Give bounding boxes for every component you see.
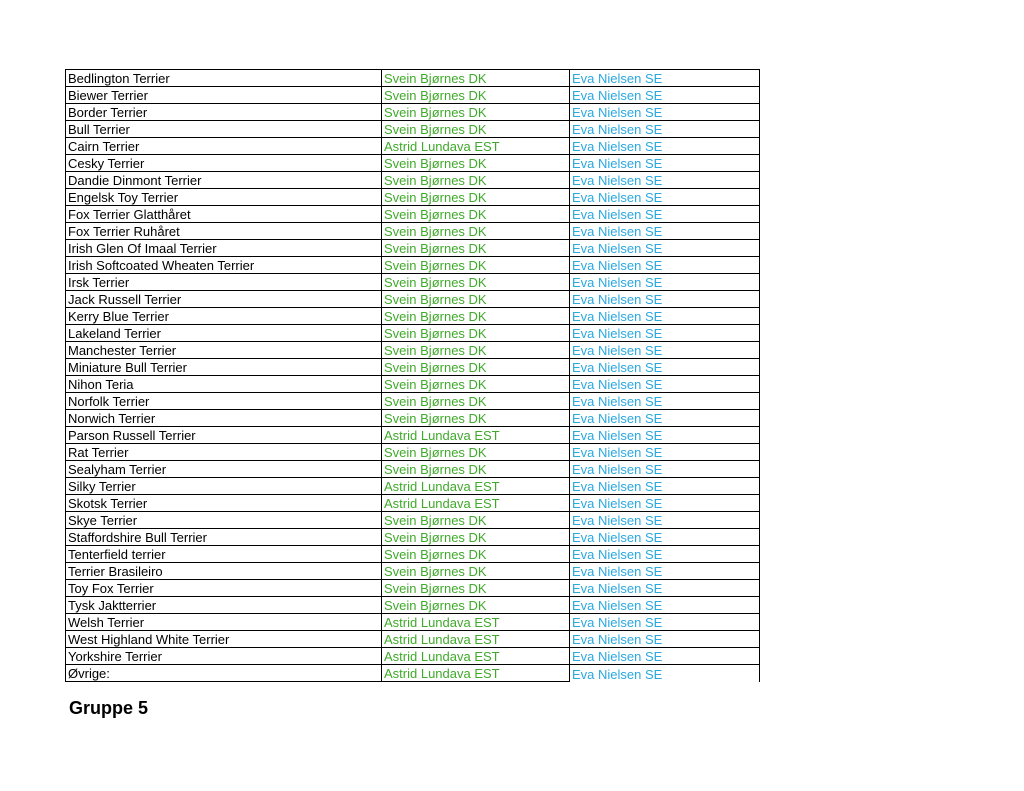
table-row [66,70,760,87]
breed-cell: Silky Terrier [66,478,382,495]
table-row [66,223,760,240]
judge2-cell: Eva Nielsen SE [570,461,760,478]
judge2-cell: Eva Nielsen SE [570,308,760,325]
judge2-cell: Eva Nielsen SE [570,104,760,121]
judge1-cell: Astrid Lundava EST [382,665,570,682]
judge2-cell: Eva Nielsen SE [570,121,760,138]
breed-cell: Miniature Bull Terrier [66,359,382,376]
judge1-cell: Svein Bjørnes DK [382,529,570,546]
table-row [66,240,760,257]
breed-cell: Cesky Terrier [66,155,382,172]
judge2-cell: Eva Nielsen SE [570,648,760,665]
breed-cell: Nihon Teria [66,376,382,393]
judge1-cell: Svein Bjørnes DK [382,444,570,461]
breed-cell: Fox Terrier Ruhåret [66,223,382,240]
judge2-cell: Eva Nielsen SE [570,546,760,563]
table-row [66,529,760,546]
breed-cell: Border Terrier [66,104,382,121]
breed-cell: Skye Terrier [66,512,382,529]
table-row [66,563,760,580]
table-row [66,121,760,138]
judge2-cell: Eva Nielsen SE [570,427,760,444]
judge2-cell: Eva Nielsen SE [570,393,760,410]
judge2-cell: Eva Nielsen SE [570,70,760,87]
judge1-cell: Svein Bjørnes DK [382,206,570,223]
breed-cell: Biewer Terrier [66,87,382,104]
judge2-cell: Eva Nielsen SE [570,274,760,291]
judge2-cell: Eva Nielsen SE [570,359,760,376]
table-row [66,342,760,359]
judge1-cell: Svein Bjørnes DK [382,257,570,274]
judge2-cell: Eva Nielsen SE [570,206,760,223]
table-row [66,461,760,478]
table-row [66,512,760,529]
judge1-cell: Svein Bjørnes DK [382,580,570,597]
table-row [66,206,760,223]
breed-cell: Yorkshire Terrier [66,648,382,665]
judge1-cell: Svein Bjørnes DK [382,87,570,104]
breed-cell: Fox Terrier Glatthåret [66,206,382,223]
judge1-cell: Astrid Lundava EST [382,427,570,444]
table-row [66,274,760,291]
judge1-cell: Svein Bjørnes DK [382,563,570,580]
breed-cell: Irish Glen Of Imaal Terrier [66,240,382,257]
judge2-cell: Eva Nielsen SE [570,597,760,614]
breed-cell: Sealyham Terrier [66,461,382,478]
breed-cell: Tysk Jaktterrier [66,597,382,614]
judge1-cell: Astrid Lundava EST [382,648,570,665]
judge2-cell: Eva Nielsen SE [570,512,760,529]
breed-cell: Kerry Blue Terrier [66,308,382,325]
judge2-cell: Eva Nielsen SE [570,240,760,257]
table-row [66,546,760,563]
table-row [66,172,760,189]
judge-table-body [66,70,760,682]
group-heading: Gruppe 5 [69,698,149,718]
judge2-cell: Eva Nielsen SE [570,325,760,342]
table-row [66,291,760,308]
table-row [66,87,760,104]
judge1-cell: Astrid Lundava EST [382,478,570,495]
judge2-cell: Eva Nielsen SE [570,614,760,631]
table-row [66,393,760,410]
judge1-cell: Svein Bjørnes DK [382,104,570,121]
table-row [66,631,760,648]
breed-cell: Terrier Brasileiro [66,563,382,580]
judge2-cell: Eva Nielsen SE [570,291,760,308]
breed-cell: West Highland White Terrier [66,631,382,648]
judge2-cell: Eva Nielsen SE [570,342,760,359]
table-row [66,597,760,614]
judge1-cell: Svein Bjørnes DK [382,461,570,478]
table-row [66,478,760,495]
breed-cell: Irish Softcoated Wheaten Terrier [66,257,382,274]
judge1-cell: Svein Bjørnes DK [382,291,570,308]
table-row [66,614,760,631]
table-row [66,138,760,155]
judge1-cell: Astrid Lundava EST [382,614,570,631]
judge-table [65,69,760,682]
breed-cell: Lakeland Terrier [66,325,382,342]
judge2-cell: Eva Nielsen SE [570,444,760,461]
judge2-cell: Eva Nielsen SE [570,155,760,172]
table-row [66,665,760,682]
judge1-cell: Svein Bjørnes DK [382,308,570,325]
judge1-cell: Svein Bjørnes DK [382,376,570,393]
judge2-cell: Eva Nielsen SE [570,529,760,546]
judge1-cell: Svein Bjørnes DK [382,597,570,614]
judge1-cell: Svein Bjørnes DK [382,121,570,138]
breed-cell: Engelsk Toy Terrier [66,189,382,206]
breed-cell: Skotsk Terrier [66,495,382,512]
table-row [66,495,760,512]
judge1-cell: Astrid Lundava EST [382,631,570,648]
judge1-cell: Svein Bjørnes DK [382,155,570,172]
breed-cell: Manchester Terrier [66,342,382,359]
judge1-cell: Svein Bjørnes DK [382,274,570,291]
breed-cell: Norfolk Terrier [66,393,382,410]
table-row [66,104,760,121]
judge1-cell: Svein Bjørnes DK [382,325,570,342]
breed-cell: Irsk Terrier [66,274,382,291]
breed-cell: Cairn Terrier [66,138,382,155]
judge1-cell: Svein Bjørnes DK [382,342,570,359]
judge2-cell: Eva Nielsen SE [570,172,760,189]
judge2-cell: Eva Nielsen SE [570,376,760,393]
judge1-cell: Svein Bjørnes DK [382,172,570,189]
judge1-cell: Svein Bjørnes DK [382,223,570,240]
judge2-cell: Eva Nielsen SE [570,631,760,648]
table-row [66,155,760,172]
breed-cell: Bedlington Terrier [66,70,382,87]
judge2-cell: Eva Nielsen SE [570,138,760,155]
table-row [66,325,760,342]
breed-cell: Dandie Dinmont Terrier [66,172,382,189]
table-row [66,444,760,461]
judge2-cell: Eva Nielsen SE [570,87,760,104]
breed-cell: Tenterfield terrier [66,546,382,563]
judge2-cell: Eva Nielsen SE [570,580,760,597]
table-row [66,189,760,206]
table-row [66,410,760,427]
judge1-cell: Svein Bjørnes DK [382,393,570,410]
breed-cell: Øvrige: [66,665,382,682]
judge2-cell: Eva Nielsen SE [570,495,760,512]
judge2-cell: Eva Nielsen SE [570,223,760,240]
judge2-cell: Eva Nielsen SE [570,563,760,580]
judge1-cell: Astrid Lundava EST [382,138,570,155]
table-row [66,359,760,376]
breed-cell: Rat Terrier [66,444,382,461]
breed-cell: Welsh Terrier [66,614,382,631]
judge1-cell: Svein Bjørnes DK [382,240,570,257]
breed-cell: Parson Russell Terrier [66,427,382,444]
judge2-cell: Eva Nielsen SE [570,665,760,682]
table-row [66,648,760,665]
judge1-cell: Astrid Lundava EST [382,495,570,512]
judge2-cell: Eva Nielsen SE [570,257,760,274]
judge2-cell: Eva Nielsen SE [570,410,760,427]
table-row [66,308,760,325]
breed-cell: Staffordshire Bull Terrier [66,529,382,546]
judge2-cell: Eva Nielsen SE [570,478,760,495]
judge1-cell: Svein Bjørnes DK [382,189,570,206]
table-row [66,376,760,393]
table-row [66,580,760,597]
breed-cell: Bull Terrier [66,121,382,138]
table-row [66,257,760,274]
breed-cell: Jack Russell Terrier [66,291,382,308]
table-row [66,427,760,444]
judge1-cell: Svein Bjørnes DK [382,359,570,376]
judge1-cell: Svein Bjørnes DK [382,546,570,563]
judge1-cell: Svein Bjørnes DK [382,70,570,87]
judge1-cell: Svein Bjørnes DK [382,512,570,529]
breed-cell: Norwich Terrier [66,410,382,427]
breed-cell: Toy Fox Terrier [66,580,382,597]
judge1-cell: Svein Bjørnes DK [382,410,570,427]
judge2-cell: Eva Nielsen SE [570,189,760,206]
